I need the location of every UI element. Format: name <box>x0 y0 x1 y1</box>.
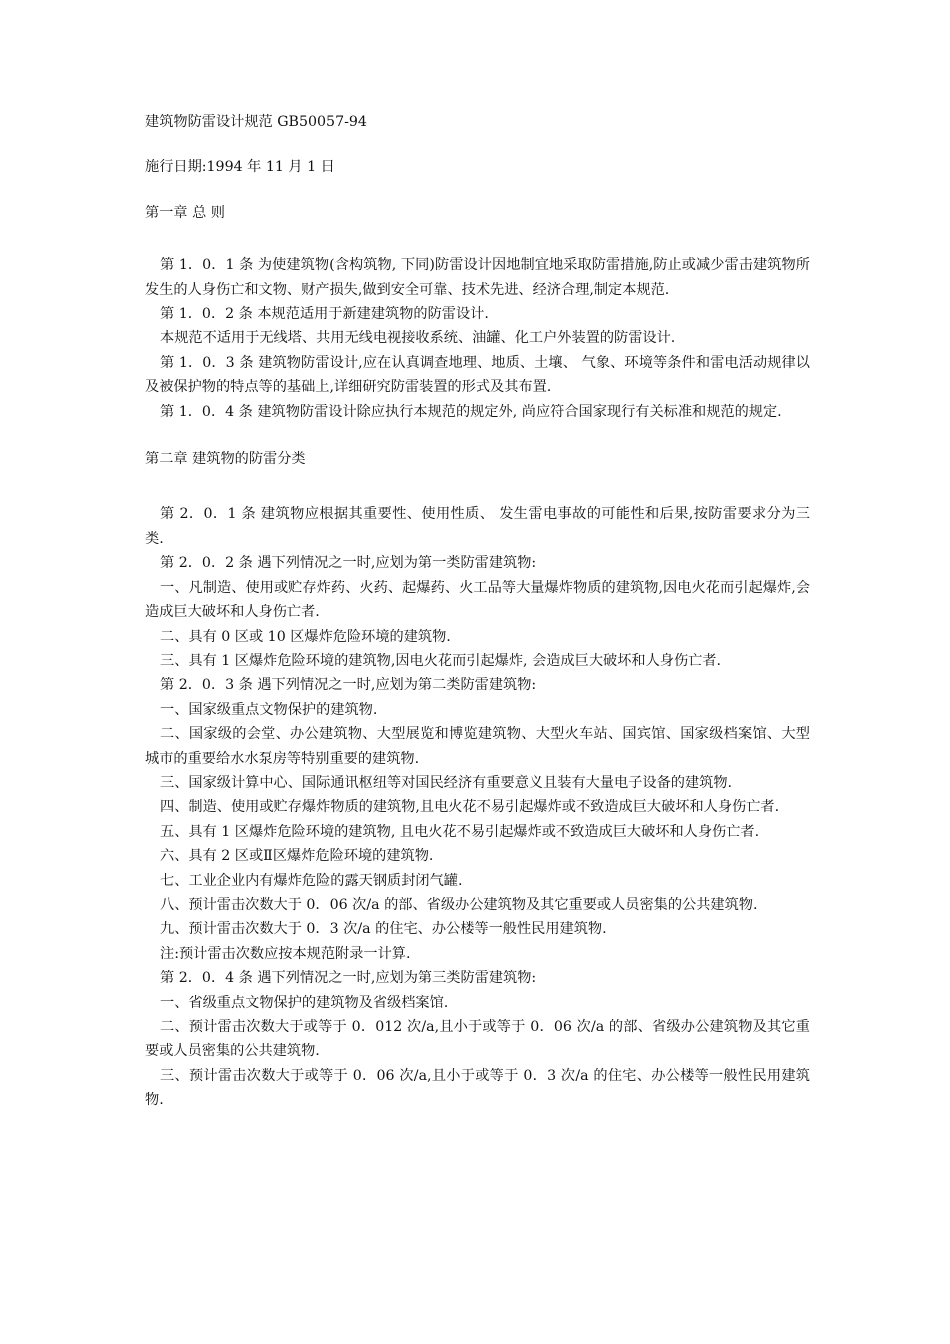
chapter2-paragraph: 一、国家级重点文物保护的建筑物. <box>160 701 378 718</box>
chapter2-paragraph: 三、国家级计算中心、国际通讯枢纽等对国民经济有重要意义且装有大量电子设备的建筑物. <box>160 774 733 791</box>
chapter2-paragraph: 第 2．0．4 条 遇下列情况之一时,应划为第三类防雷建筑物: <box>160 970 537 987</box>
chapter2-paragraph: 第 2．0．1 条 建筑物应根据其重要性、使用性质、 发生雷电事故的可能性和后果,按防雷要求分为三类. <box>145 506 810 547</box>
chapter2-paragraph: 第 2．0．2 条 遇下列情况之一时,应划为第一类防雷建筑物: <box>160 555 537 572</box>
chapter2-paragraph: 五、具有 1 区爆炸危险环境的建筑物, 且电火花不易引起爆炸或不致造成巨大破坏和人身伤亡者. <box>160 823 760 840</box>
chapter2-paragraph: 第 2．0．3 条 遇下列情况之一时,应划为第二类防雷建筑物: <box>160 677 537 694</box>
chapter2-paragraph: 一、省级重点文物保护的建筑物及省级档案馆. <box>160 994 449 1011</box>
chapter2-paragraph: 一、凡制造、使用或贮存炸药、火药、起爆药、火工品等大量爆炸物质的建筑物,因电火花而引起爆炸,会造成巨大破坏和人身伤亡者. <box>145 579 810 621</box>
chapter2-paragraph: 二、预计雷击次数大于或等于 0．012 次/a,且小于或等于 0．06 次/a 的部、省级办公建筑物及其它重要或人员密集的公共建筑物. <box>145 1019 810 1060</box>
chapter1-heading: 第一章 总 则 <box>145 204 225 221</box>
document-title: 建筑物防雷设计规范 GB50057-94 <box>145 114 367 130</box>
chapter2-heading: 第二章 建筑物的防雷分类 <box>145 451 306 468</box>
chapter2-paragraph: 二、国家级的会堂、办公建筑物、大型展览和博览建筑物、大型火车站、国宾馆、国家级档案馆、大型城市的重要给水水泵房等特别重要的建筑物. <box>145 726 810 767</box>
chapter2-paragraph: 三、预计雷击次数大于或等于 0．06 次/a,且小于或等于 0．3 次/a 的住宅、办公楼等一般性民用建筑物. <box>145 1067 810 1109</box>
chapter2-paragraph: 七、工业企业内有爆炸危险的露天钢质封闭气罐. <box>160 872 463 889</box>
chapter2-note: 注:预计雷击次数应按本规范附录一计算. <box>160 945 411 962</box>
chapter2-paragraph: 四、制造、使用或贮存爆炸物质的建筑物,且电火花不易引起爆炸或不致造成巨大破坏和人身伤亡者. <box>160 799 780 816</box>
chapter1-paragraph: 本规范不适用于无线塔、共用无线电视接收系统、油罐、化工户外装置的防雷设计. <box>160 330 676 347</box>
chapter2-paragraph: 八、预计雷击次数大于 0．06 次/a 的部、省级办公建筑物及其它重要或人员密集的公共建筑物. <box>160 896 758 913</box>
chapter1-paragraph: 第 1．0．4 条 建筑物防雷设计除应执行本规范的规定外, 尚应符合国家现行有关标准和规范的规定. <box>160 403 782 420</box>
chapter2-paragraph: 三、具有 1 区爆炸危险环境的建筑物,因电火花而引起爆炸, 会造成巨大破坏和人身伤亡者. <box>160 652 722 669</box>
chapter1-paragraph: 第 1．0．1 条 为使建筑物(含构筑物, 下同)防雷设计因地制宜地采取防雷措施,防止或减少雷击建筑物所发生的人身伤亡和文物、财产损失,做到安全可靠、技术先进、经济合理,制定本规范. <box>145 257 810 298</box>
chapter1-paragraph: 第 1．0．2 条 本规范适用于新建建筑物的防雷设计. <box>160 306 489 323</box>
chapter2-paragraph: 二、具有 0 区或 10 区爆炸危险环境的建筑物. <box>160 628 451 645</box>
document-body <box>145 110 810 1113</box>
chapter2-paragraph: 六、具有 2 区或Ⅱ区爆炸危险环境的建筑物. <box>160 848 434 865</box>
chapter2-paragraph: 九、预计雷击次数大于 0．3 次/a 的住宅、办公楼等一般性民用建筑物. <box>160 921 607 938</box>
chapter1-paragraph: 第 1．0．3 条 建筑物防雷设计,应在认真调查地理、地质、土壤、 气象、环境等条件和雷电活动规律以及被保护物的特点等的基础上,详细研究防雷装置的形式及其布置. <box>145 354 810 396</box>
effective-date: 施行日期:1994 年 11 月 1 日 <box>145 159 335 176</box>
